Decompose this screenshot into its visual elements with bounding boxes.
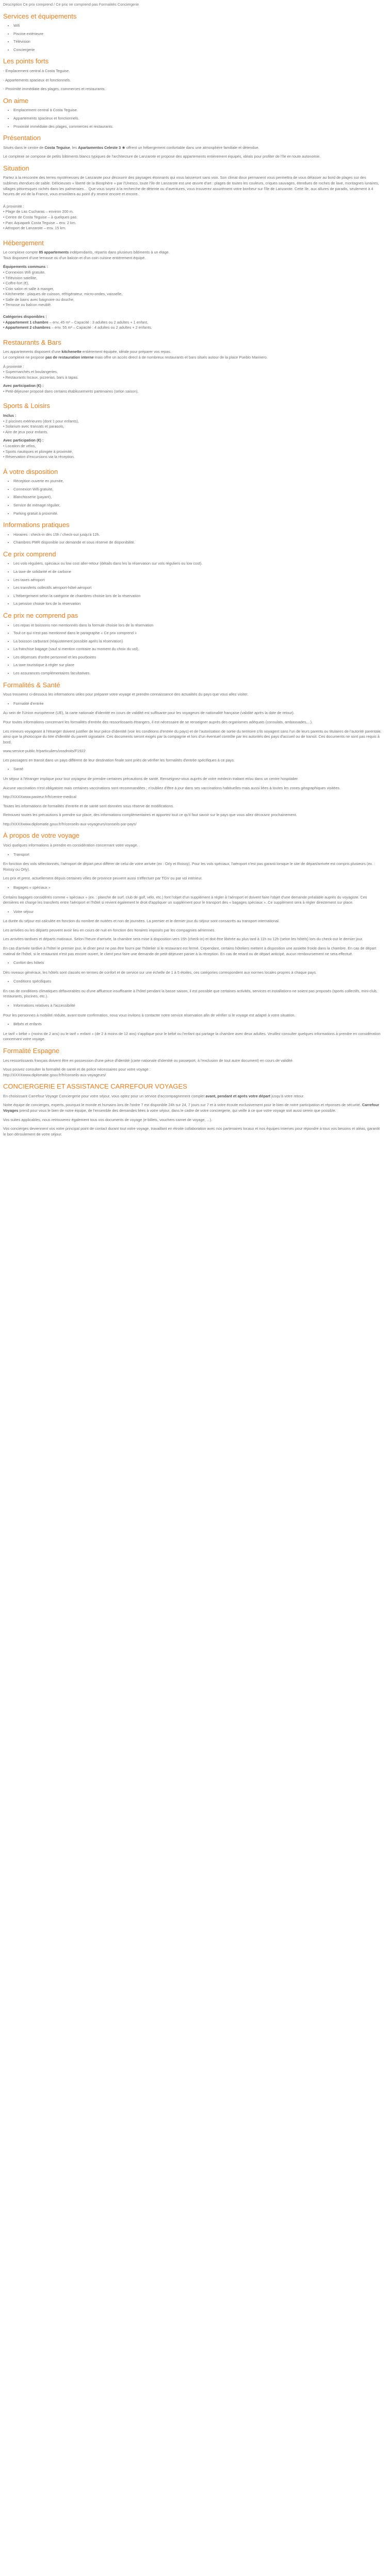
about-subsection [3,885,382,891]
text: Le complexe compte [3,250,39,255]
text: jusqu'à votre retour. [270,1093,305,1098]
category-item [3,325,382,331]
formalities-paragraph: Vous trouverez ci-dessous les informations utiles pour préparer votre voyage et prendre connaissance des actualités du pays que vous allez visiter. [3,692,249,697]
category-item [3,320,382,326]
about-paragraph: Dès niveaux généraux, les hôtels sont classés en termes de confort et de service sur une échelle de 1 à 5 étoiles, ces catégories correspondent aux normes locales propres à chaque pays. [3,970,317,975]
list-item: • Bagages « spéciaux » [13,885,382,891]
bold-text: • Appartement 2 chambres [3,325,51,330]
list-item: • Horaires : check-in dès 15h / check-out jusqu'à 12h. [13,532,382,538]
formalities-paragraph: Les mineurs voyageant à l'étranger doivent justifier de leur pièce d'identité (voir les conditions d'entrée du pays) et de l'autorisation de sortie du territoire s'ils voyagent sans l'un de leurs parents ou titulaires de l'autorité parentale, ainsi que la photocopie du titre d'identité du parent signataire. Ces documents seront exigés par la compagnie et lors d'un éventuel contrôle par les autorités des pays d'accueil ou de transit. Ces documents ne sont pas requis à bord. [3,728,382,744]
restaurants-paragraph [3,349,382,355]
text: , les [70,145,78,150]
text: Situés dans le centre de [3,145,45,150]
text: offrent un hébergement confortable dans une atmosphère familiale et détendue. [125,145,259,150]
strength-line: - Emplacement central à Costa Teguise. [3,69,70,74]
bold-text: pas de restauration interne [45,354,94,360]
bold-text: kitchenette [61,349,82,354]
equipment-item: • Connexion Wifi gratuite, [3,270,46,275]
categories-label: Catégories disponibles : [3,314,47,319]
extra-item: • Petit-déjeuner proposé dans certains établissements partenaires (selon saison). [3,388,139,394]
list-item: • Proximité immédiate des plages, commerces et restaurants. [13,124,382,130]
about-subsection [3,909,382,915]
formalities-paragraph: Un séjour à l'étranger implique pour tout voyageur de prendre certaines précautions de santé. Renseignez-vous auprès de votre médecin traitant et/ou dans un centre hospitalier. [3,776,299,781]
list-item: • Les transferts collectifs aéroport-hôtel-aéroport [13,585,382,591]
list-item: • La boisson carburant (réajustement possible après la réservation) [13,639,382,645]
bold-text: Costa Teguise [44,145,70,150]
formalities-paragraph: Pour toutes informations concernant les formalités d'entrée des ressortissants étrangers, il est nécessaire de se renseigner auprès des organismes adéquats (consulats, ambassades,...). [3,719,313,724]
about-subsection [3,979,382,985]
text: mais offre un accès direct à de nombreux restaurants et bars situés autour de la place Pueblo Marinero. [93,354,268,360]
available-title: À votre disposition [3,467,58,476]
page [0,0,385,1145]
included-list [3,561,382,606]
strengths-title: Les points forts [3,57,49,65]
list-item: • La taxe de solidarité et de carbone [13,569,382,575]
presentation-title: Présentation [3,134,41,142]
about-paragraph: Les arrivées ou les départs peuvent avoir lieu en cours de nuit en fonction des horaires imposés par les compagnies aériennes. [3,927,216,933]
text: En choisissant Carrefour Voyage Conciergerie pour votre séjour, vous optez pour un service d'accompagnement complet [3,1093,206,1098]
about-paragraph: Pour les personnes à mobilité réduite, avant toute confirmation, nous vous invitons à contacter notre service réservation afin de vérifier si le voyage est adapté à votre situation. [3,1012,296,1018]
accommodation-paragraph [3,250,382,256]
about-subsection [3,852,382,858]
formalities-paragraph: Aucune vaccination n'est obligatoire mais certaines vaccinations sont recommandées ; n'oubliez d'être à jour dans ses vaccinations habituelles mais aussi liées à toutes les zones géographiques visitées. [3,785,340,790]
practical-title: Informations pratiques [3,521,70,529]
about-paragraph: Le tarif « bébé » (moins de 2 ans) ou le tarif « enfant » (de 2 à moins de 12 ans) s'applique pour le bébé ou l'enfant qui partage la chambre avec deux adultes. Veuillez consulter quelques informations à prendre en considération concernant votre voyage. [3,1031,381,1042]
text: Notre équipe de concierges, experts, pourquoi le monde et humains lors de l'ordre 7 est disponible 24h sur 24, 7 jours sur 7 et à votre écoute exclusivement pour le bien de notre participation et réponses de sécurité. [3,1103,362,1108]
list-item: • Conditions spécifiques [13,979,382,985]
not-included-list [3,623,382,676]
bold-text: 85 appartements [39,250,69,255]
list-item: • Les assurances complémentaires facultatives. [13,671,382,676]
list-item: • Télévision [13,39,382,45]
liked-list [3,108,382,129]
proximity-label: À proximité : [3,204,24,209]
formalities-subsection [3,767,382,772]
accommodation-paragraph: Tous disposent d'une terrasse ou d'un balcon et d'un coin cuisine entièrement équipé. [3,255,146,260]
equipment-item: • Terrasse ou balcon meublé. [3,302,52,308]
formalities-paragraph: Les passagers en transit dans un pays différent de leur destination finale sont priés de vérifier les formalités d'entrée spécifiques à ce pays. [3,757,235,762]
formalities-paragraph: Retrouvez toutes les précautions à prendre sur place, des informations complémentaires et apportez tout ce qu'il faut savoir sur le pays que vous allez découvrir prochainement. [3,812,297,818]
list-item: • Bébés et enfants [13,1022,382,1027]
list-item: • Chambres PMR disponible sur demande et sous réserve de disponibilité. [13,540,382,546]
conciergerie-paragraph: Vos suites applicables, nous retrouverez également tous vos documents de voyage (e-billets, vouchers carnet de voyage, ...). [3,1117,213,1122]
extra-item: • Réservation d'excursions via la réception. [3,454,75,460]
bold-text: Carrefour Voyages [3,1103,380,1113]
list-item: • Parking gratuit à proximité. [13,511,382,517]
text: prend pour vous le bien de notre équipe, de l'ensemble des demandes liées à votre séjour, dans le cadre de votre conciergerie, qui veille à ce que votre voyage soit aussi serein que possible. [18,1108,336,1113]
about-paragraph: En fonction des vols sélectionnés, l'aéroport de départ peut différer de celui de votre arrivée (ex : Orly et Roissy). Pour les vols spéciaux, l'aéroport n'est pas garanti lorsque le site de départ/arrivée est compris plusieurs (ex. : Roissy ou Orly). [3,861,376,872]
proximity-item: • Centre de Costa Teguise – à quelques pas. [3,214,78,219]
list-item: • Votre séjour [13,909,382,915]
about-paragraph: La durée du séjour est calculée en fonction du nombre de nuitées et non de journées. La premier et le dernier jour du séjour sont consacrés au transport international. [3,919,280,924]
included-item: • 2 piscines extérieures (dont 1 pour enfants), [3,418,79,423]
spain-paragraph: Les ressortissants français doivent être en possession d'une pièce d'identité (carte nationale d'identité ou passeport, à l'exclusion de tout autre document) en cours de validité. [3,1058,294,1063]
available-list [3,479,382,516]
about-subsection [3,960,382,966]
formalities-link[interactable]: http://XXXXwww.pasteur.fr/fr/centre-medical [3,794,76,800]
about-paragraph: Les arrivées tardives et départs matinaux. Selon l'heure d'arrivée, la chambre sera mise à disposition vers 15h (check-in) et doit être libérée au plus tard à 11h ou 12h (selon les hôtels) lors du check-out le dernier jour. [3,937,363,942]
text: entièrement équipée, idéale pour préparer vos repas. [81,349,171,354]
formalities-paragraph: Toutes les informations de formalités d'entrée et de santé sont données sous réserve de modifications. [3,803,174,808]
list-item: • Les dépenses d'ordre personnel et les pourboires [13,655,382,660]
about-paragraph: Les prix et prest. actuellement dépuis certaines villes de province peuvent aussi s'effectuer par TGV ou par vol intérieur. [3,876,203,881]
included-item: • Aire de jeux pour enfants. [3,429,48,434]
list-item: • Piscine extérieure [13,31,382,37]
location-paragraph: Partez à la rencontre des terres mystérieuses de Lanzarote pour découvrir des paysages étonnants qui vous laisseront sans voix. Son climat doux permanent vous permettra de vous délasser au bord de plages sur des sublimes étendues de sable. Délicieuses « liberté de la Biosphère » par l'Unesco, toute l'île de Lanzarote est une œuvre d'art : plages de toutes les couleurs, criques sauvages, étendues de roches de lave, montagnes lunaires, villages pittoresques nichés dans les palmeraies… Que vous soyez à la recherche de détente ou d'aventures, vous trouverez assurément votre bonheur sur l'île de Lanzarote. Cette île, aux allures de paradis, seulement à 4 heures de vol de la France, vous envoûtera au point d'y revenir encore et encore. [3,175,379,197]
extra-label: Avec participation (€) : [3,438,44,443]
text: – env. 55 m² – Capacité : 4 adultes ou 2 adultes + 2 enfants. [50,325,152,330]
spain-link[interactable]: http://XXXXwww.diplomatie.gouv.fr/fr/conseils-aux-voyageurs/ [3,1072,106,1077]
list-item: • La pension choisie lors de la réservation [13,601,382,607]
about-paragraph: En cas de conditions climatiques défavorables ou d'une affluence insuffisante à l'hôtel pendant la basse saison, il est possible que certaines activités, services et installations ne soient pas proposés (sports collectifs, mini-club, restaurants, piscines, etc.). [3,988,378,999]
list-item: • L'hébergement selon la catégorie de chambres choisie lors de la réservation [13,594,382,599]
text: indépendants, répartis dans plusieurs bâtiments à un étage. [69,250,170,255]
list-item: • Tout ce qui n'est pas mentionné dans le paragraphe « Ce prix comprend » [13,631,382,636]
included-item: • Solarium avec transats et parasols, [3,424,64,429]
equipment-item: • Salle de bains avec baignoire ou douche, [3,297,75,302]
bold-text: • Appartement 1 chambre [3,319,48,325]
list-item: • Formalité d'entrée [13,701,382,707]
list-item: • Les repas et boissons non mentionnés dans la formule choisie lors de la réservation [13,623,382,629]
list-item: • La taxe touristique à régler sur place [13,663,382,668]
extra-item: • Sports nautiques et plongée à proximité, [3,449,73,454]
text: Le complexe ne propose [3,354,45,360]
list-item: • Santé [13,767,382,772]
list-item: • Emplacement central à Costa Teguise. [13,108,382,113]
list-item: • La franchise bagage (sauf si mention contraire au moment du choix du vol). [13,647,382,652]
about-title: À propos de votre voyage [3,832,80,840]
about-paragraph: Voici quelques informations à prendre en considération concernant votre voyage. [3,843,138,848]
list-item: • Appartements spacieux et fonctionnels. [13,116,382,122]
formalities-paragraph: Au sein de l'Union européenne (UE), la carte nationale d'identité en cours de validité est suffisante pour les voyageurs de nationalité française (validité après la date de retour). [3,710,295,716]
proximity-item: • Plage de Las Cucharas – environ 200 m. [3,209,74,214]
list-item: • Connexion Wifi gratuite, [13,487,382,493]
about-subsection [3,1022,382,1027]
proximity-item: • Aéroport de Lanzarote – env. 15 km. [3,226,67,231]
included-label: Inclus : [3,413,17,418]
about-paragraph: En cas d'arrivée tardive à l'hôtel le premier jour, le dîner peut ne pas être fourni par l'hôtelier si le restaurant est fermé. Cependant, certains hôteliers mettent à disposition une assiette froide dans la chambre. En cas de départ matinal de l'hôtel, si le restaurant n'est pas encore ouvert, le client peut faire une demande de petit-déjeuner panier à la réception. En cas de retard ou de départ anticipé, aucun remboursement ne sera effectué. [3,945,377,956]
proximity-item: • Restaurants locaux, pizzerias, bars à tapas. [3,375,79,380]
list-item: • Conciergerie [13,47,382,53]
list-item: • Réception ouverte en journée, [13,479,382,484]
conciergerie-paragraph [3,1103,382,1113]
not-included-title: Ce prix ne comprend pas [3,611,78,619]
services-title: Services et équipements [3,12,77,20]
text: – env. 45 m² – Capacité : 3 adultes ou 2 adultes + 1 enfant, [48,319,149,325]
conciergerie-paragraph [3,1094,382,1099]
about-subsection [3,1003,382,1009]
accommodation-title: Hébergement [3,239,44,247]
text: Les appartements disposent d'une [3,349,62,354]
intro-line: Description Ce prix comprend / Ce prix ne comprend pas Formalités Conciergerie [3,2,139,7]
equipment-item: • Kitchenette : plaques de cuisson, réfrigérateur, micro-ondes, vaisselle, [3,292,123,297]
list-item: • Les vols réguliers, spéciaux ou low cost aller-retour (détails dans les la réservation sur vols réguliers ou low cost). [13,561,382,567]
sports-title: Sports & Loisirs [3,402,51,410]
extra-label: Avec participation (€) : [3,383,44,388]
formalities-subsection [3,701,382,707]
list-item: • Wifi [13,23,382,29]
extra-item: • Location de vélos, [3,443,36,448]
list-item: • Confort des hôtels [13,960,382,966]
practical-list [3,532,382,546]
list-item: • Blanchisserie (payant), [13,495,382,500]
presentation-paragraph [3,145,382,151]
equipment-label: Équipements communs : [3,264,48,269]
formalities-title: Formalités & Santé [3,681,60,689]
about-paragraph: Certains bagages considérés comme « spéciaux » (ex. : planche de surf, club de golf, vélo, etc.) font l'objet d'un supplément à régler à l'aéroport et doivent faire l'objet d'une demande préalable auprès du voyagiste. Ces dernières en charge les transferts entre l'aéroport et l'hôtel si revient également le droit d'appliquer un supplément pour le transport des « bagages spéciaux ». Ce supplément sera à régler directement sur place. [3,894,367,905]
equipment-item: • Télévision satellite, [3,275,38,280]
bold-text: avant, pendant et après votre départ [205,1093,271,1098]
formalities-link[interactable]: http://XXXXwww.diplomatie.gouv.fr/fr/conseils-aux-voyageurs/conseils-par-pays/ [3,821,137,826]
equipment-item: • Coin salon et salle à manger, [3,286,54,291]
location-title: Situation [3,164,29,172]
services-list [3,23,382,53]
spain-paragraph: Vous pouvez consulter la formalité de santé et de police nécessaires pour votre voyage : [3,1067,151,1072]
proximity-item: • Parc Aquapark Costa Teguise – env. 2 km. [3,220,76,225]
conciergerie-paragraph: Vos concierges deviennent vos votre principal point de contact durant tout votre voyage, travaillant en étroite collaboration avec nos partenaires locaux et nos équipes internes pour répondre à tous vos besoins et aléas, garantit le bon déroulement de votre séjour. [3,1126,380,1137]
list-item: • Service de ménage régulier, [13,503,382,509]
liked-title: On aime [3,96,29,105]
equipment-item: • Coffre-fort (€), [3,281,29,286]
proximity-item: • Supermarchés et boulangeries, [3,369,58,375]
strength-line: - Appartements spacieux et fonctionnels. [3,77,71,82]
bold-text: Apartamentos Celeste 3 ★ [78,145,125,150]
restaurants-title: Restaurants & Bars [3,338,61,346]
presentation-paragraph: Le complexe se compose de petits bâtiments blancs typiques de l'architecture de Lanzarote et propose des appartements entièrement équipés, idéals pour profiter de l'île en toute autonomie. [3,154,321,159]
list-item: • Informations relatives à l'accessibilité [13,1003,382,1009]
list-item: • Transport [13,852,382,858]
spain-title: Formalité Espagne [3,1046,60,1055]
proximity-label: À proximité : [3,364,24,369]
formalities-link[interactable]: www.service-public.fr/particuliers/vosdroits/F1922 [3,749,86,754]
strength-line: - Proximité immédiate des plages, commerces et restaurants. [3,87,106,92]
included-title: Ce prix comprend [3,550,56,558]
conciergerie-title: CONCIERGERIE ET ASSISTANCE CARREFOUR VOYAGES [3,1082,187,1091]
restaurants-paragraph [3,355,382,361]
list-item: • Les taxes aéroport [13,578,382,583]
